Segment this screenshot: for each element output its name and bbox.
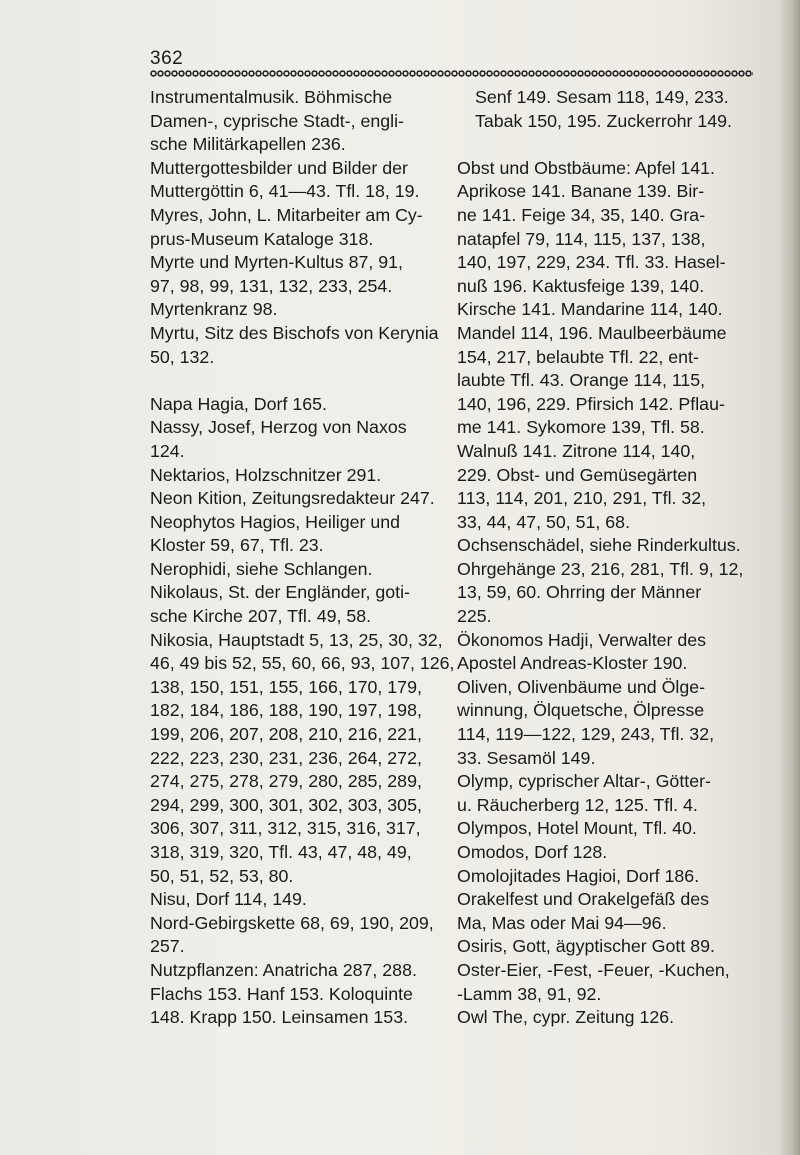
index-entry-line: Muttergottesbilder und Bilder der <box>150 157 408 178</box>
index-entry-line: 199, 206, 207, 208, 210, 216, 221, <box>150 724 422 745</box>
index-entry <box>150 251 442 298</box>
index-entry <box>150 581 442 628</box>
index-entry-line: Nerophidi, siehe Schlangen. <box>150 558 373 579</box>
index-entry-line: Obst und Obstbäume: Apfel 141. <box>457 157 715 178</box>
page-edge-shadow <box>778 0 800 1155</box>
index-entry <box>150 959 442 1030</box>
index-column-right <box>457 86 757 1030</box>
index-entry-line: Aprikose 141. Banane 139. Bir- <box>457 181 705 202</box>
index-entry <box>457 558 757 629</box>
index-entry <box>150 487 442 511</box>
index-entry-line: Owl The, cypr. Zeitung 126. <box>457 1007 675 1028</box>
index-entry <box>457 629 757 676</box>
index-entry-line: 124. <box>150 440 185 461</box>
index-entry-line: Myrte und Myrten-Kultus 87, 91, <box>150 252 404 273</box>
index-entry-line: 33, 44, 47, 50, 51, 68. <box>457 511 631 532</box>
index-entry-line: prus-Museum Kataloge 318. <box>150 228 374 249</box>
index-entry <box>150 558 442 582</box>
index-entry-line: 225. <box>457 606 492 627</box>
index-entry <box>457 865 757 889</box>
index-entry-line: 140, 196, 229. Pfirsich 142. Pflau- <box>457 393 725 414</box>
index-entry-line: Walnuß 141. Zitrone 114, 140, <box>457 440 696 461</box>
index-entry <box>150 204 442 251</box>
index-entry <box>150 464 442 488</box>
index-entry-line: 148. Krapp 150. Leinsamen 153. <box>150 1007 409 1028</box>
index-entry <box>150 86 442 157</box>
index-entry-line: Oliven, Olivenbäume und Ölge- <box>457 676 706 697</box>
index-entry-line: Ochsenschädel, siehe Rinderkultus. <box>457 535 741 556</box>
index-entry-line: 229. Obst- und Gemüsegärten <box>457 464 698 485</box>
index-entry-line: sche Militärkapellen 236. <box>150 134 346 155</box>
index-entry <box>457 676 757 770</box>
index-entry-line: Myrtu, Sitz des Bischofs von Kerynia <box>150 322 439 343</box>
index-entry-line: Nikolaus, St. der Engländer, goti- <box>150 582 410 603</box>
index-entry-line: 46, 49 bis 52, 55, 60, 66, 93, 107, 126, <box>150 653 455 674</box>
index-entry-line: 257. <box>150 936 185 957</box>
index-entry-line: u. Räucherberg 12, 125. Tfl. 4. <box>457 794 698 815</box>
index-entry-line: Kloster 59, 67, Tfl. 23. <box>150 535 324 556</box>
index-entry-line: -Lamm 38, 91, 92. <box>457 983 602 1004</box>
index-entry <box>150 157 442 204</box>
index-entry-line: 306, 307, 311, 312, 315, 316, 317, <box>150 818 421 839</box>
index-entry <box>150 298 442 322</box>
index-entry <box>150 912 442 959</box>
index-entry-line: Muttergöttin 6, 41—43. Tfl. 18, 19. <box>150 181 420 202</box>
index-entry-line: 50, 51, 52, 53, 80. <box>150 865 294 886</box>
index-entry-line: Myrtenkranz 98. <box>150 299 278 320</box>
index-entry-line: 50, 132. <box>150 346 215 367</box>
index-entry-line: Nord-Gebirgskette 68, 69, 190, 209, <box>150 912 434 933</box>
index-entry-line: Nassy, Josef, Herzog von Naxos <box>150 417 407 438</box>
index-entry <box>150 629 455 889</box>
index-entry-line: 182, 184, 186, 188, 190, 197, 198, <box>150 700 422 721</box>
index-entry-line: winnung, Ölquetsche, Ölpresse <box>457 700 705 721</box>
index-entry-line: 274, 275, 278, 279, 280, 285, 289, <box>150 771 422 792</box>
index-entry-line: 97, 98, 99, 131, 132, 233, 254. <box>150 275 393 296</box>
index-entry-line: Ma, Mas oder Mai 94—96. <box>457 912 667 933</box>
index-entry-line: Ökonomos Hadji, Verwalter des <box>457 629 707 650</box>
index-entry-line: 13, 59, 60. Ohrring der Männer <box>457 582 702 603</box>
index-entry-line: Omodos, Dorf 128. <box>457 842 608 862</box>
index-entry-line: 222, 223, 230, 231, 236, 264, 272, <box>150 747 422 768</box>
index-entry-line: natapfel 79, 114, 115, 137, 138, <box>457 228 706 249</box>
index-entry-line: Napa Hagia, Dorf 165. <box>150 393 327 414</box>
index-entry <box>150 322 442 369</box>
index-entry <box>457 770 757 817</box>
index-entry-line: 138, 150, 151, 155, 166, 170, 179, <box>150 676 422 697</box>
index-entry <box>150 393 442 417</box>
index-entry <box>457 959 757 1006</box>
index-entry-line: Flachs 153. Hanf 153. Koloquinte <box>150 983 413 1004</box>
index-entry-line: Neophytos Hagios, Heiliger und <box>150 511 401 532</box>
index-entry-line: Myres, John, L. Mitarbeiter am Cy- <box>150 204 423 225</box>
index-entry-line: Nutzpflanzen: Anatricha 287, 288. <box>150 959 417 980</box>
index-entry <box>457 817 757 841</box>
index-entry-line: nuß 196. Kaktusfeige 139, 140. <box>457 275 705 296</box>
index-entry-line: Olympos, Hotel Mount, Tfl. 40. <box>457 818 697 839</box>
index-entry <box>457 157 757 535</box>
index-entry-line: 294, 299, 300, 301, 302, 303, 305, <box>150 794 422 815</box>
index-entry <box>150 511 442 558</box>
index-entry-line: Nisu, Dorf 114, 149. <box>150 889 307 910</box>
index-entry <box>150 416 442 463</box>
index-entry-line: 33. Sesamöl 149. <box>457 747 596 768</box>
index-entry <box>457 86 757 133</box>
index-entry-line: 113, 114, 201, 210, 291, Tfl. 32, <box>457 488 707 509</box>
index-entry-line: 140, 197, 229, 234. Tfl. 33. Hasel- <box>457 252 726 273</box>
index-entry-line: Osiris, Gott, ägyptischer Gott 89. <box>457 936 715 957</box>
index-entry-line: Omolojitades Hagioi, Dorf 186. <box>457 865 700 886</box>
index-entry <box>457 935 757 959</box>
index-column-left <box>150 86 455 1030</box>
index-entry-line: Damen-, cyprische Stadt-, engli- <box>150 110 404 131</box>
index-entry-line: Apostel Andreas-Kloster 190. <box>457 653 688 674</box>
index-entry-line: me 141. Sykomore 139, Tfl. 58. <box>457 417 705 438</box>
index-entry-line: 154, 217, belaubte Tfl. 22, ent- <box>457 346 699 367</box>
index-entry-line: Tabak 150, 195. Zuckerrohr 149. <box>475 110 732 131</box>
index-entry-line: Nikosia, Hauptstadt 5, 13, 25, 30, 32, <box>150 629 443 650</box>
index-entry-line: ne 141. Feige 34, 35, 140. Gra- <box>457 204 706 225</box>
index-entry-line: Ohrgehänge 23, 216, 281, Tfl. 9, 12, <box>457 558 744 579</box>
index-entry <box>150 888 442 912</box>
index-entry <box>457 1006 757 1030</box>
index-entry-line: laubte Tfl. 43. Orange 114, 115, <box>457 370 706 391</box>
index-entry-line: Kirsche 141. Mandarine 114, 140. <box>457 299 723 320</box>
index-entry <box>457 534 757 558</box>
index-entry-line: Oster-Eier, -Fest, -Feuer, -Kuchen, <box>457 959 730 980</box>
index-entry-line: Nektarios, Holzschnitzer 291. <box>150 464 382 485</box>
index-entry-line: Olymp, cyprischer Altar-, Götter- <box>457 771 711 792</box>
ornamental-rule <box>150 70 753 77</box>
page-number: 362 <box>150 48 184 69</box>
index-entry <box>457 888 757 935</box>
index-entry-line: Orakelfest und Orakelgefäß des <box>457 889 710 910</box>
index-entry-line: 114, 119—122, 129, 243, Tfl. 32, <box>457 724 715 745</box>
index-entry-line: Instrumentalmusik. Böhmische <box>150 87 393 107</box>
index-entry-line: Neon Kition, Zeitungsredakteur 247. <box>150 488 435 509</box>
index-entry-line: Senf 149. Sesam 118, 149, 233. <box>475 87 729 107</box>
index-entry <box>457 841 757 865</box>
index-entry-line: Mandel 114, 196. Maulbeerbäume <box>457 322 727 343</box>
index-entry-line: sche Kirche 207, Tfl. 49, 58. <box>150 606 372 627</box>
index-entry-line: 318, 319, 320, Tfl. 43, 47, 48, 49, <box>150 842 412 862</box>
